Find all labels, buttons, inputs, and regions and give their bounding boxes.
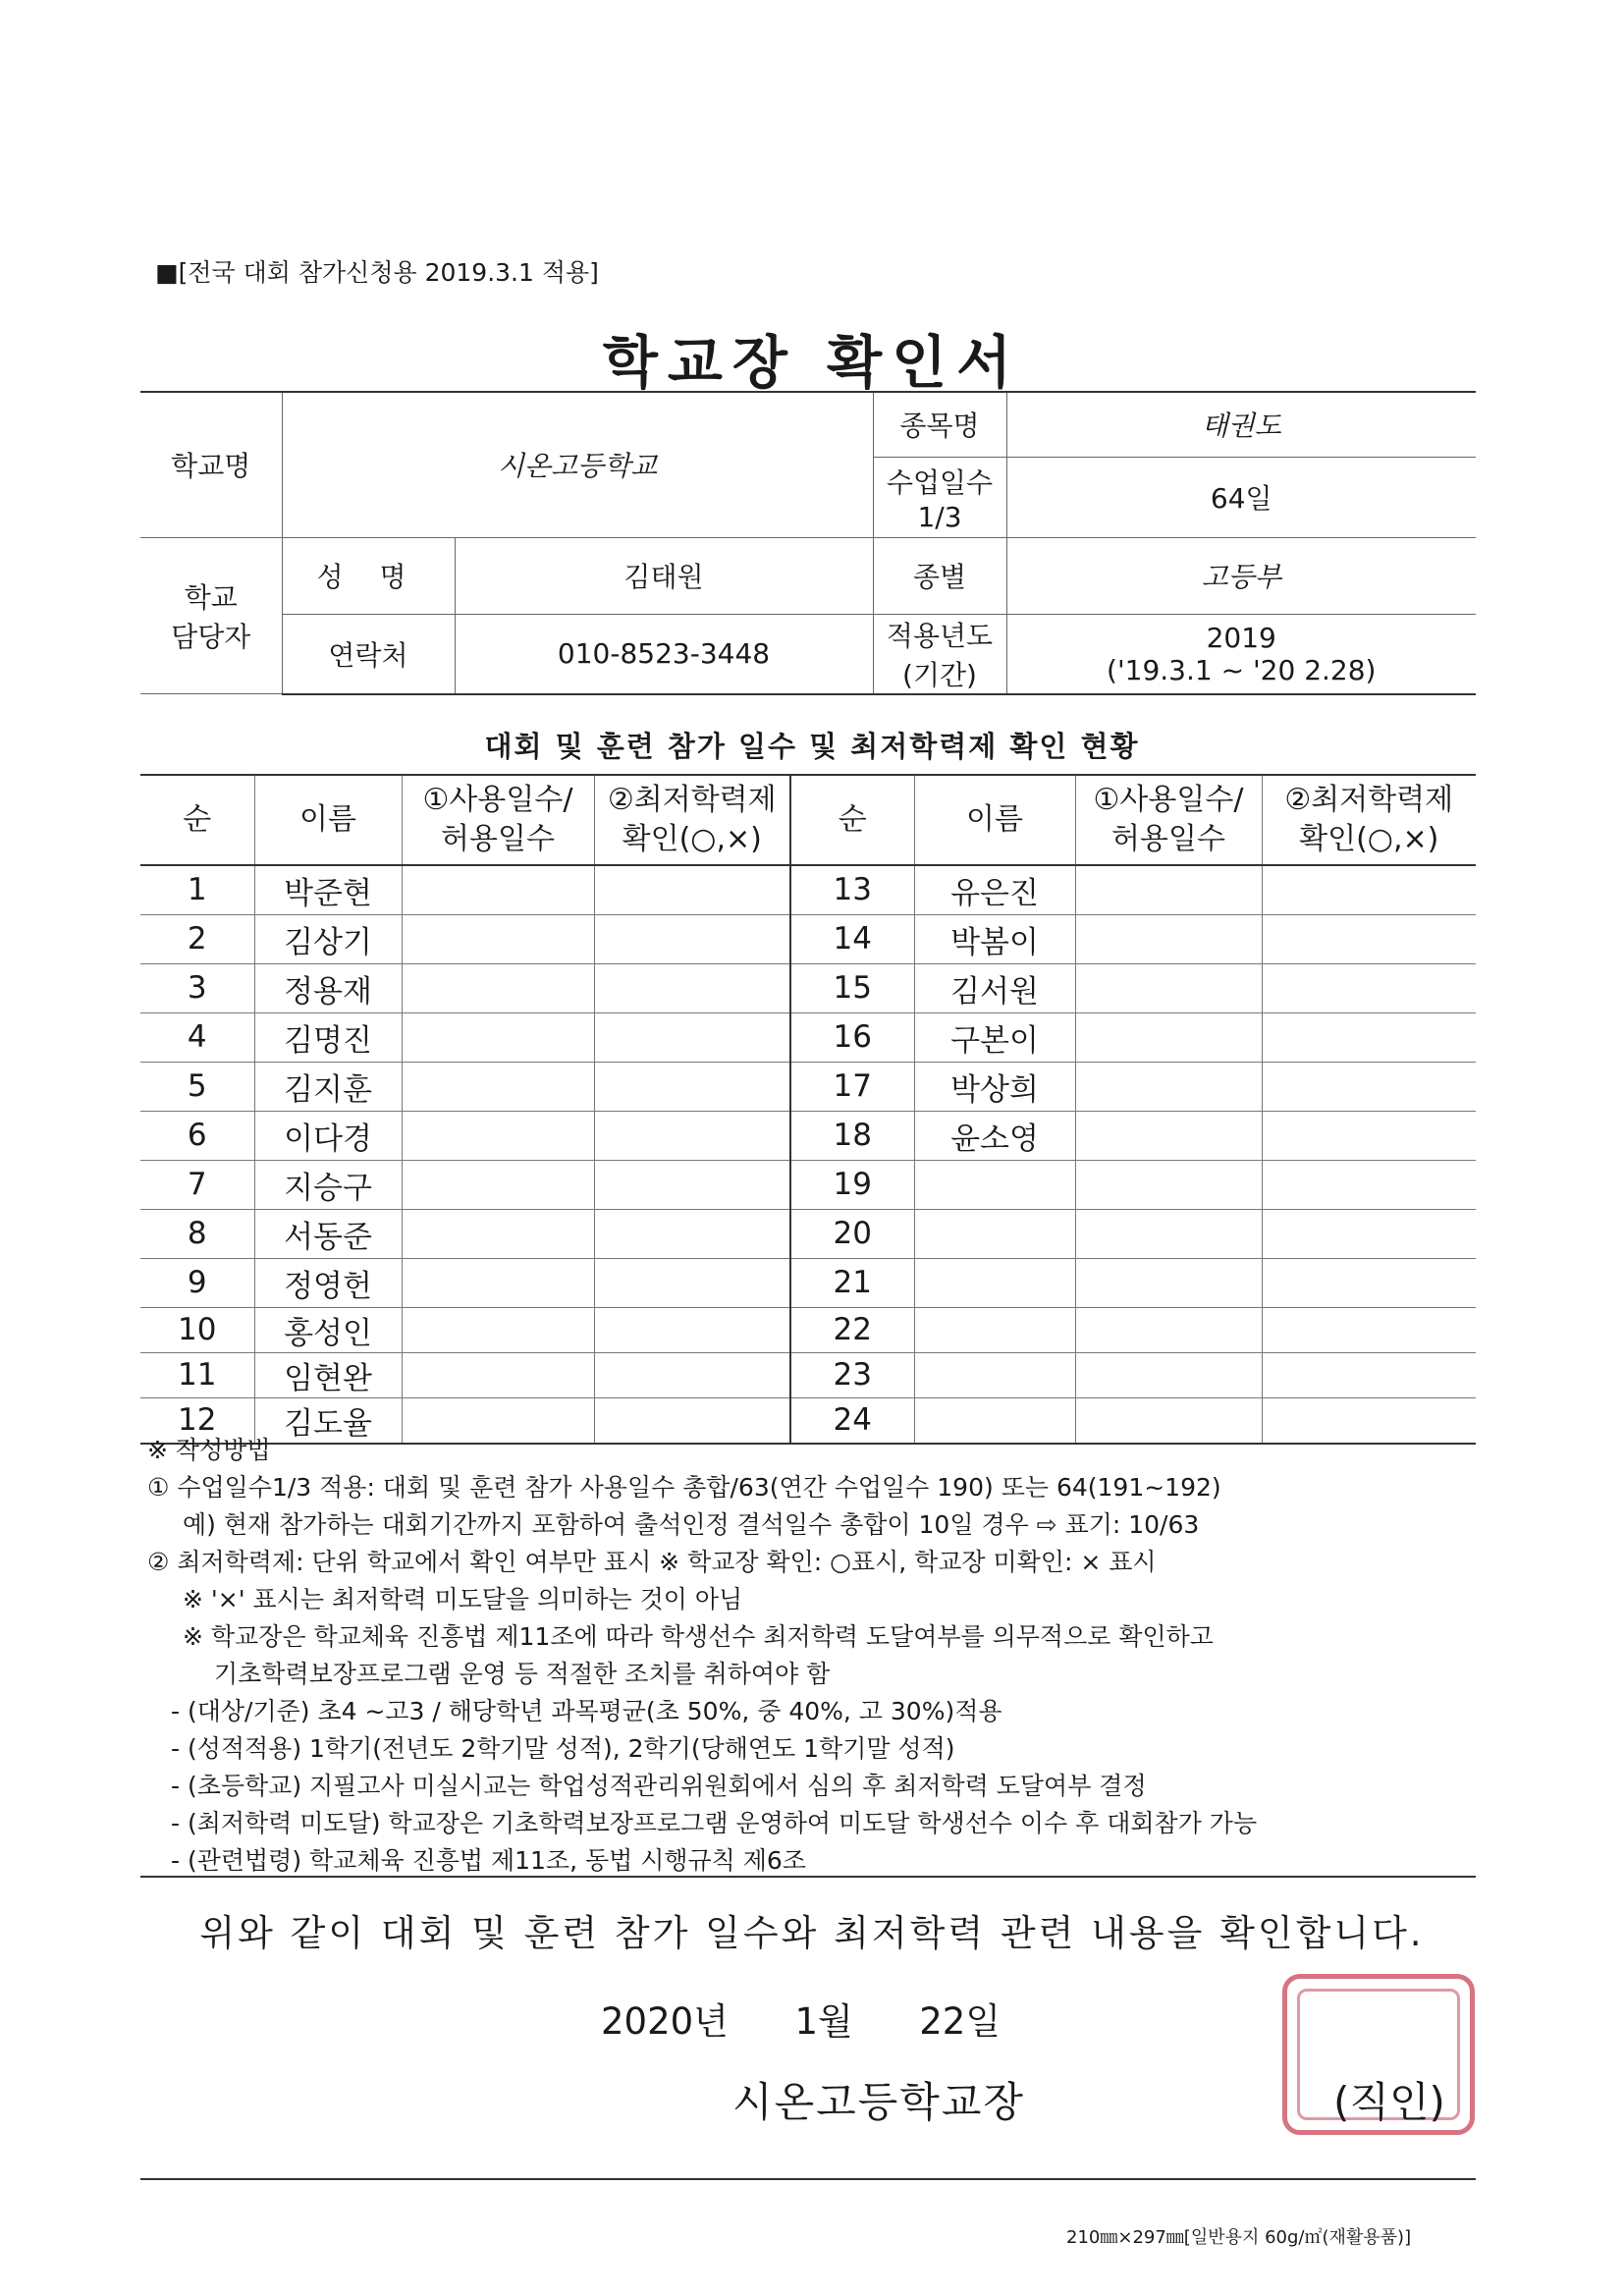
roster-no: 5 (140, 1062, 254, 1111)
roster-name: 유은진 (914, 865, 1075, 914)
phone-label: 연락처 (282, 614, 455, 694)
min-academic-cell (1262, 1111, 1476, 1160)
table-row (140, 1307, 1476, 1352)
used-days-cell (1075, 1111, 1262, 1160)
header-no-left: 순 (140, 775, 254, 865)
header-min-academic-right (1262, 775, 1476, 865)
used-days-cell (1075, 1307, 1262, 1352)
roster-no: 14 (790, 914, 914, 963)
min-academic-cell (1262, 1160, 1476, 1209)
roster-no: 23 (790, 1352, 914, 1397)
table-row (140, 865, 1476, 914)
header-used-line1: ①사용일수/ (1093, 783, 1244, 817)
roster-table (140, 774, 1476, 1445)
used-days-cell (1075, 1352, 1262, 1397)
header-min-line1: ②최저학력제 (607, 783, 777, 817)
used-days-cell (402, 1160, 594, 1209)
sport-label: 종목명 (873, 392, 1006, 457)
roster-name: 김도율 (254, 1397, 402, 1444)
roster-name (914, 1352, 1075, 1397)
table-row (140, 1160, 1476, 1209)
roster-no: 13 (790, 865, 914, 914)
instruction-grade-period: - (성적적용) 1학기(전년도 2학기말 성적), 2학기(당해연도 1학기말 성적) (171, 1734, 955, 1763)
roster-no: 24 (790, 1397, 914, 1444)
info-table (140, 391, 1476, 695)
table-row (140, 1258, 1476, 1307)
roster-name: 김지훈 (254, 1062, 402, 1111)
roster-title: 대회 및 훈련 참가 일수 및 최저학력제 확인 현황 (484, 730, 1140, 763)
issue-date (601, 1992, 1001, 2045)
roster-name (914, 1209, 1075, 1258)
roster-no: 6 (140, 1111, 254, 1160)
roster-name: 이다경 (254, 1111, 402, 1160)
min-academic-cell (1262, 914, 1476, 963)
used-days-cell (1075, 914, 1262, 963)
roster-name (914, 1307, 1075, 1352)
roster-name (914, 1258, 1075, 1307)
year-label-line1: 적용년도 (886, 619, 994, 652)
year-value (1006, 614, 1476, 694)
divider-bottom (140, 2178, 1476, 2180)
class-days-label (873, 457, 1006, 537)
roster-name: 윤소영 (914, 1111, 1075, 1160)
principal-name: 시온고등학교장 (732, 2078, 1026, 2126)
header-no-right: 순 (790, 775, 914, 865)
class-days-label-line1: 수업일수 (886, 465, 994, 499)
instruction-criteria: - (대상/기준) 초4 ~고3 / 해당학년 과목평균(초 50%, 중 40%, 고 30%)적용 (171, 1697, 1002, 1725)
min-academic-cell (1262, 963, 1476, 1012)
used-days-cell (402, 1352, 594, 1397)
year-label (873, 614, 1006, 694)
instruction-1: ① 수업일수1/3 적용: 대회 및 훈련 참가 사용일수 총합/63(연간 수업일수 190) 또는 64(191~192) (147, 1473, 1221, 1502)
used-days-cell (402, 963, 594, 1012)
min-academic-cell (1262, 1258, 1476, 1307)
header-used-days-right (1075, 775, 1262, 865)
class-days-value: 64일 (1006, 457, 1476, 537)
roster-no: 15 (790, 963, 914, 1012)
used-days-cell (1075, 1062, 1262, 1111)
min-academic-cell (594, 1352, 790, 1397)
class-days-label-line2: 1/3 (917, 500, 962, 533)
table-row (140, 1209, 1476, 1258)
name-value: 김태원 (455, 537, 873, 614)
roster-name: 지승구 (254, 1160, 402, 1209)
table-row (140, 1012, 1476, 1062)
roster-no: 10 (140, 1307, 254, 1352)
min-academic-cell (594, 865, 790, 914)
used-days-cell (402, 1209, 594, 1258)
year-label-line2: (기간) (902, 658, 977, 691)
roster-name: 김상기 (254, 914, 402, 963)
table-row (140, 914, 1476, 963)
roster-name: 정영헌 (254, 1258, 402, 1307)
divider-top (140, 1876, 1476, 1878)
min-academic-cell (594, 1258, 790, 1307)
header-min-line2: 확인(○,×) (622, 822, 762, 856)
header-min-line2: 확인(○,×) (1299, 822, 1439, 856)
roster-name (914, 1160, 1075, 1209)
used-days-cell (1075, 963, 1262, 1012)
min-academic-cell (594, 1209, 790, 1258)
used-days-cell (1075, 1012, 1262, 1062)
division-value: 고등부 (1006, 537, 1476, 614)
instruction-related-law: - (관련법령) 학교체육 진흥법 제11조, 동법 시행규칙 제6조 (171, 1846, 806, 1875)
roster-name: 임현완 (254, 1352, 402, 1397)
roster-name: 김명진 (254, 1012, 402, 1062)
confirmation-statement: 위와 같이 대회 및 훈련 참가 일수와 최저학력 관련 내용을 확인합니다. (199, 1912, 1425, 1954)
min-academic-cell (1262, 1352, 1476, 1397)
seal-label: (직인) (1333, 2078, 1445, 2126)
min-academic-cell (594, 1307, 790, 1352)
min-academic-cell (1262, 865, 1476, 914)
roster-no: 17 (790, 1062, 914, 1111)
roster-no: 16 (790, 1012, 914, 1062)
roster-no: 12 (140, 1397, 254, 1444)
min-academic-cell (594, 914, 790, 963)
instruction-not-met: - (최저학력 미도달) 학교장은 기초학력보장프로그램 운영하여 미도달 학생선수 이수 후 대회참가 가능 (171, 1809, 1258, 1837)
date-day: 22일 (919, 2000, 1001, 2043)
header-note: ■[전국 대회 참가신청용 2019.3.1 적용] (155, 258, 599, 287)
header-used-line1: ①사용일수/ (422, 783, 573, 817)
roster-no: 21 (790, 1258, 914, 1307)
contact-person-label-line1: 학교 (184, 580, 238, 614)
roster-no: 19 (790, 1160, 914, 1209)
instruction-2-note-a: ※ '×' 표시는 최저학력 미도달을 의미하는 것이 아님 (183, 1585, 743, 1613)
roster-name: 박상희 (914, 1062, 1075, 1111)
school-name-value: 시온고등학교 (282, 392, 873, 537)
used-days-cell (1075, 1209, 1262, 1258)
year-value-line1: 2019 (1206, 621, 1276, 654)
header-used-days-left (402, 775, 594, 865)
header-used-line2: 허용일수 (1111, 822, 1225, 856)
roster-no: 4 (140, 1012, 254, 1062)
instruction-2: ② 최저학력제: 단위 학교에서 확인 여부만 표시 ※ 학교장 확인: ○표시, 학교장 미확인: × 표시 (147, 1548, 1157, 1576)
used-days-cell (402, 1307, 594, 1352)
used-days-cell (402, 1111, 594, 1160)
used-days-cell (1075, 865, 1262, 914)
min-academic-cell (594, 1160, 790, 1209)
roster-no: 3 (140, 963, 254, 1012)
table-row (140, 1062, 1476, 1111)
min-academic-cell (594, 963, 790, 1012)
page-title: 학교장 확인서 (602, 329, 1022, 396)
instruction-2-note-c: 기초학력보장프로그램 운영 등 적절한 조치를 취하여야 함 (214, 1660, 831, 1688)
contact-person-label-line2: 담당자 (171, 620, 251, 653)
roster-no: 1 (140, 865, 254, 914)
used-days-cell (402, 914, 594, 963)
min-academic-cell (594, 1062, 790, 1111)
header-used-line2: 허용일수 (441, 822, 555, 856)
sport-value: 태권도 (1006, 392, 1476, 457)
header-min-academic-left (594, 775, 790, 865)
instruction-2-note-b: ※ 학교장은 학교체육 진흥법 제11조에 따라 학생선수 최저학력 도달여부를 의무적으로 확인하고 (183, 1622, 1214, 1651)
instruction-1-example: 예) 현재 참가하는 대회기간까지 포함하여 출석인정 결석일수 총합이 10일 경우 ⇨ 표기: 10/63 (183, 1510, 1200, 1539)
table-row (140, 963, 1476, 1012)
header-min-line1: ②최저학력제 (1284, 783, 1454, 817)
roster-name: 서동준 (254, 1209, 402, 1258)
paper-spec: 210㎜×297㎜[일반용지 60g/㎡(재활용품)] (1066, 2227, 1412, 2248)
date-year: 2020년 (601, 2000, 729, 2043)
roster-no: 9 (140, 1258, 254, 1307)
roster-no: 20 (790, 1209, 914, 1258)
min-academic-cell (1262, 1209, 1476, 1258)
used-days-cell (402, 1258, 594, 1307)
date-month: 1월 (794, 2000, 853, 2043)
roster-name: 박봄이 (914, 914, 1075, 963)
roster-name: 김서원 (914, 963, 1075, 1012)
roster-no: 18 (790, 1111, 914, 1160)
table-row (140, 1111, 1476, 1160)
contact-person-label (140, 537, 282, 694)
roster-no: 8 (140, 1209, 254, 1258)
used-days-cell (402, 1062, 594, 1111)
min-academic-cell (594, 1012, 790, 1062)
used-days-cell (402, 865, 594, 914)
used-days-cell (1075, 1258, 1262, 1307)
used-days-cell (1075, 1160, 1262, 1209)
table-row (140, 1352, 1476, 1397)
roster-name: 구본이 (914, 1012, 1075, 1062)
min-academic-cell (1262, 1062, 1476, 1111)
roster-no: 11 (140, 1352, 254, 1397)
min-academic-cell (1262, 1307, 1476, 1352)
school-name-label: 학교명 (140, 392, 282, 537)
roster-name: 정용재 (254, 963, 402, 1012)
roster-name: 홍성인 (254, 1307, 402, 1352)
roster-no: 7 (140, 1160, 254, 1209)
roster-no: 22 (790, 1307, 914, 1352)
header-name-left: 이름 (254, 775, 402, 865)
used-days-cell (402, 1012, 594, 1062)
name-label: 성 명 (282, 537, 455, 614)
division-label: 종별 (873, 537, 1006, 614)
min-academic-cell (1262, 1012, 1476, 1062)
phone-value: 010-8523-3448 (455, 614, 873, 694)
instructions-heading: ※ 작성방법 (147, 1436, 271, 1464)
roster-no: 2 (140, 914, 254, 963)
roster-name: 박준현 (254, 865, 402, 914)
instructions (147, 1432, 1483, 1880)
header-name-right: 이름 (914, 775, 1075, 865)
year-value-line2: ('19.3.1 ~ '20 2.28) (1107, 653, 1377, 686)
min-academic-cell (594, 1111, 790, 1160)
instruction-elementary: - (초등학교) 지필고사 미실시교는 학업성적관리위원회에서 심의 후 최저학력 도달여부 결정 (171, 1772, 1147, 1800)
